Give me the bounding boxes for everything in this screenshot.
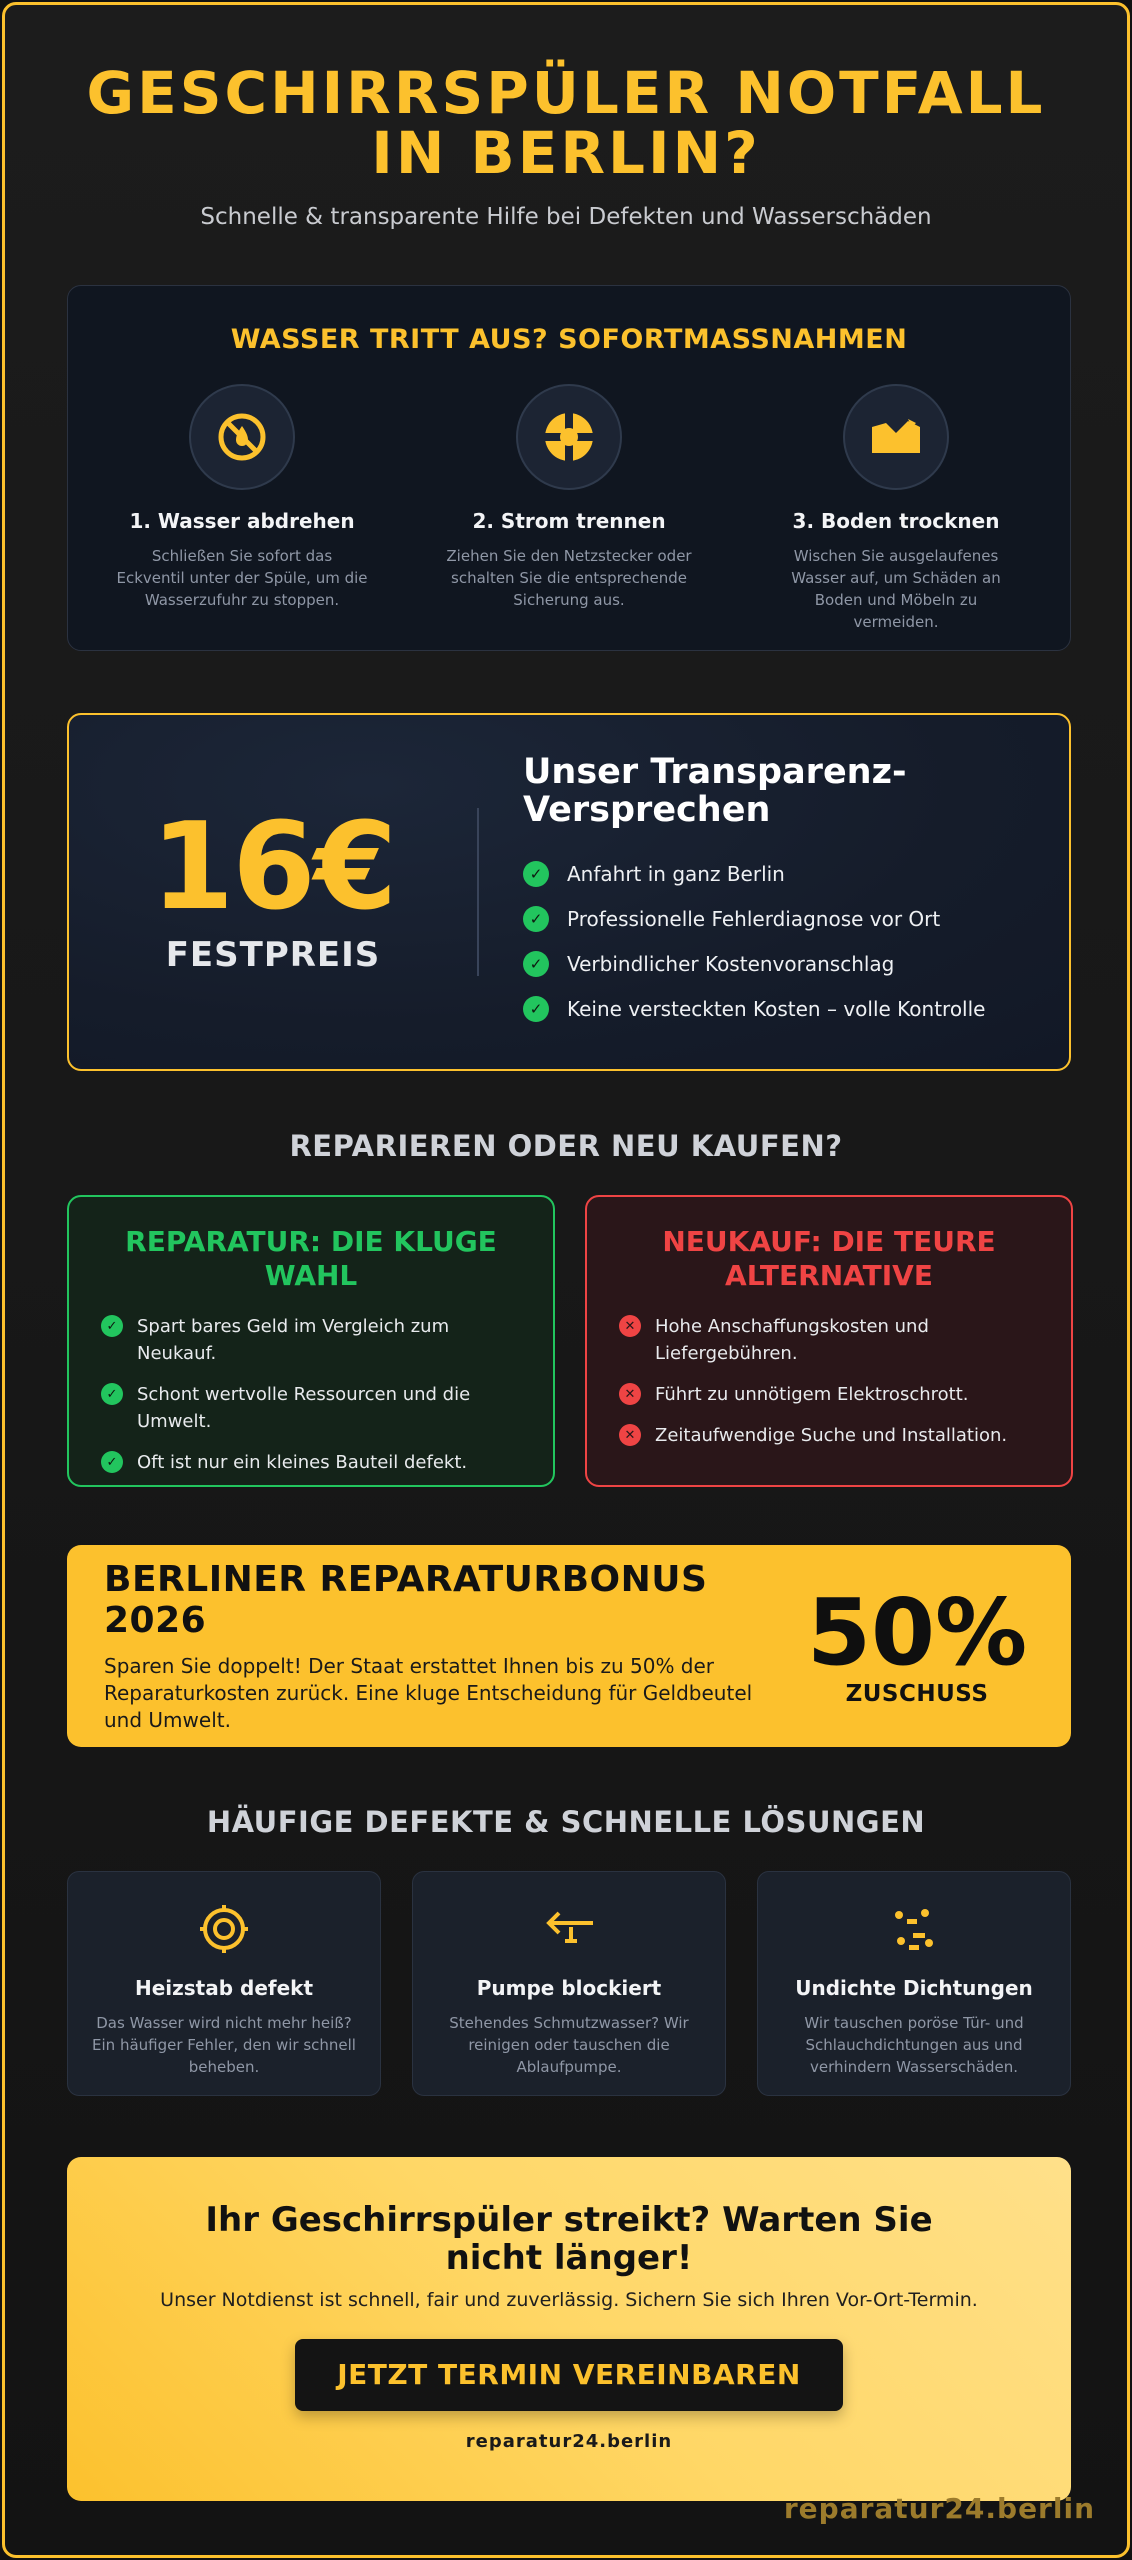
- watermark: reparatur24.berlin: [783, 2492, 1095, 2525]
- defect-card: [67, 1871, 381, 2096]
- promise-item-label: Professionelle Fehlerdiagnose vor Ort: [567, 906, 941, 931]
- repair-item: [101, 1313, 519, 1367]
- repair-item-label: Oft ist nur ein kleines Bauteil defekt.: [137, 1452, 468, 1473]
- price-value: 16€: [150, 798, 396, 937]
- step-text: Wischen Sie ausgelaufenes Wasser auf, um Schäden an Boden und Möbeln zu vermeiden.: [791, 547, 1001, 631]
- page-title: [5, 59, 1127, 187]
- x-icon: ✕: [619, 1424, 641, 1446]
- repair-card: [67, 1195, 555, 1487]
- promise-item: [523, 941, 1069, 986]
- x-icon: ✕: [619, 1315, 641, 1337]
- cta-url-link[interactable]: reparatur24.berlin: [465, 2431, 673, 2452]
- check-icon: ✓: [101, 1315, 123, 1337]
- seal-icon: [758, 1902, 1070, 1956]
- promise-item: [523, 986, 1069, 1031]
- defect-card: [412, 1871, 726, 2096]
- defect-title: Heizstab defekt: [134, 1976, 314, 2000]
- emergency-step: [435, 384, 703, 633]
- emergency-step: [108, 384, 376, 633]
- defect-text: Das Wasser wird nicht mehr heiß? Ein häufiger Fehler, den wir schnell beheben.: [92, 2014, 356, 2076]
- defect-card: [757, 1871, 1071, 2096]
- buy-item: [619, 1313, 1037, 1367]
- bonus-percent: 50%: [807, 1579, 1028, 1686]
- emergency-section: [67, 285, 1071, 651]
- bonus-percent-label: ZUSCHUSS: [845, 1681, 989, 1707]
- step-title: 3. Boden trocknen: [792, 509, 1000, 533]
- repair-item: [101, 1381, 519, 1435]
- book-appointment-button[interactable]: JETZT TERMIN VEREINBAREN: [295, 2339, 843, 2411]
- repair-title: REPARATUR: DIE KLUGE WAHL: [125, 1225, 497, 1292]
- promise-item: [523, 896, 1069, 941]
- check-icon: ✓: [523, 861, 549, 887]
- repair-item-label: Schont wertvolle Ressourcen und die Umwelt.: [137, 1384, 471, 1432]
- promise-item: [523, 851, 1069, 896]
- promise-item-label: Anfahrt in ganz Berlin: [567, 861, 785, 886]
- plug-icon: [516, 384, 622, 490]
- emergency-step: [762, 384, 1030, 633]
- page-title-line2: IN BERLIN?: [371, 119, 761, 187]
- defect-title: Undichte Dichtungen: [795, 1976, 1033, 2000]
- check-icon: ✓: [523, 906, 549, 932]
- heater-icon: [68, 1902, 380, 1956]
- compare-title: REPARIEREN ODER NEU KAUFEN?: [289, 1129, 843, 1163]
- cta-text: Unser Notdienst ist schnell, fair und zuverlässig. Sichern Sie sich Ihren Vor-Ort-Termin.: [160, 2289, 978, 2311]
- promise-section: [67, 713, 1071, 1071]
- defect-text: Wir tauschen poröse Tür- und Schlauchdichtungen aus und verhindern Wasserschäden.: [804, 2014, 1024, 2076]
- bonus-percent-block: [807, 1579, 1028, 1707]
- check-icon: ✓: [101, 1451, 123, 1473]
- buy-card: [585, 1195, 1073, 1487]
- promise-item-label: Keine versteckten Kosten – volle Kontrolle: [567, 996, 986, 1021]
- x-icon: ✕: [619, 1383, 641, 1405]
- promise-title: Unser Transparenz-Versprechen: [523, 752, 907, 830]
- cta-section: [67, 2157, 1071, 2501]
- promise-item-label: Verbindlicher Kostenvoranschlag: [567, 951, 895, 976]
- price-label: FESTPREIS: [165, 935, 381, 975]
- check-icon: ✓: [101, 1383, 123, 1405]
- buy-item: [619, 1381, 1037, 1408]
- pump-icon: [413, 1902, 725, 1956]
- step-text: Schließen Sie sofort das Eckventil unter der Spüle, um die Wasserzufuhr zu stoppen.: [116, 547, 368, 609]
- defect-text: Stehendes Schmutzwasser? Wir reinigen oder tauschen die Ablaufpumpe.: [449, 2014, 689, 2076]
- step-text: Ziehen Sie den Netzstecker oder schalten Sie die entsprechende Sicherung aus.: [446, 547, 692, 609]
- bonus-title: BERLINER REPARATURBONUS 2026: [104, 1558, 708, 1641]
- buy-item-label: Führt zu unnötigem Elektroschrott.: [655, 1384, 969, 1405]
- page-subtitle: Schnelle & transparente Hilfe bei Defekten und Wasserschäden: [200, 204, 932, 230]
- hero: [5, 59, 1127, 230]
- bonus-banner: [67, 1545, 1071, 1747]
- no-water-icon: [189, 384, 295, 490]
- buy-item: [619, 1422, 1037, 1449]
- repair-item-label: Spart bares Geld im Vergleich zum Neukauf.: [137, 1316, 450, 1364]
- cta-title: Ihr Geschirrspüler streikt? Warten Sie nicht länger!: [205, 2200, 933, 2278]
- page-frame: [2, 2, 1130, 2558]
- page-title-line1: GESCHIRRSPÜLER NOTFALL: [86, 59, 1046, 127]
- buy-item-label: Zeitaufwendige Suche und Installation.: [655, 1425, 1008, 1446]
- check-icon: ✓: [523, 996, 549, 1022]
- buy-item-label: Hohe Anschaffungskosten und Liefergebühren.: [655, 1316, 929, 1364]
- floor-icon: [843, 384, 949, 490]
- defect-title: Pumpe blockiert: [476, 1976, 662, 2000]
- emergency-title: WASSER TRITT AUS? SOFORTMASSNAHMEN: [230, 324, 908, 355]
- defects-title: HÄUFIGE DEFEKTE & SCHNELLE LÖSUNGEN: [206, 1805, 926, 1839]
- repair-item: [101, 1449, 519, 1476]
- step-title: 2. Strom trennen: [472, 509, 666, 533]
- step-title: 1. Wasser abdrehen: [129, 509, 355, 533]
- price-block: [69, 798, 477, 975]
- check-icon: ✓: [523, 951, 549, 977]
- bonus-text: Sparen Sie doppelt! Der Staat erstattet Ihnen bis zu 50% der Reparaturkosten zurück. Eine kluge Entscheidung für Geldbeutel und Umwelt.: [104, 1653, 753, 1732]
- buy-title: NEUKAUF: DIE TEURE ALTERNATIVE: [662, 1225, 996, 1292]
- promise-list: [479, 753, 1069, 1031]
